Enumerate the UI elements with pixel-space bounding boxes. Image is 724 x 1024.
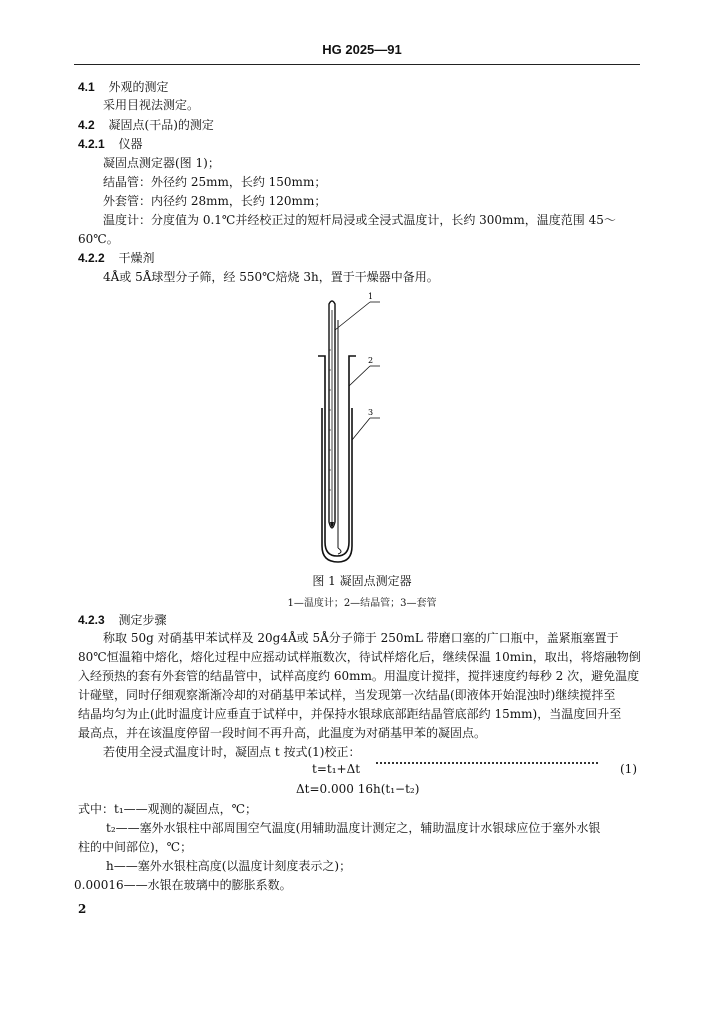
equation-1: t=t₁+Δt bbox=[312, 762, 361, 776]
equation-1-number: (1) bbox=[620, 762, 637, 776]
section-4-2-2-title: 干燥剂 bbox=[118, 251, 155, 265]
figure-label-3: 3 bbox=[368, 408, 374, 417]
procedure-line-5: 结晶均匀为止(此时温度计应垂直于试样中，并保持水银球底部距结晶管底部约 15mm)，当温度回升至 bbox=[78, 707, 622, 721]
section-4-2-3-number: 4.2.3 bbox=[78, 613, 105, 627]
section-4-1-heading bbox=[78, 79, 169, 95]
where-line-2: t₂——塞外水银柱中部周围空气温度(用辅助温度计测定之，辅助温度计水银球应位于塞外水银 bbox=[106, 821, 601, 835]
section-4-1-body: 采用目视法测定。 bbox=[103, 98, 200, 112]
apparatus-line-4: 温度计：分度值为 0.1℃并经校正过的短杆局浸或全浸式温度计，长约 300mm，温度范围 45～ bbox=[103, 213, 616, 227]
section-4-2-number: 4.2 bbox=[78, 118, 95, 132]
apparatus-line-4-cont: 60℃。 bbox=[78, 232, 119, 246]
section-4-2-1-number: 4.2.1 bbox=[78, 137, 105, 151]
header-rule bbox=[74, 64, 640, 65]
section-4-2-1-title: 仪器 bbox=[118, 137, 143, 151]
freezing-point-apparatus-figure bbox=[300, 290, 410, 568]
equation-1-leader-dots bbox=[376, 762, 598, 764]
section-4-2-2-heading bbox=[78, 250, 155, 266]
apparatus-line-2: 结晶管：外径约 25mm，长约 150mm； bbox=[103, 175, 327, 189]
section-4-2-3-title: 测定步骤 bbox=[118, 613, 167, 627]
where-line-3: h——塞外水银柱高度(以温度计刻度表示之)； bbox=[106, 859, 352, 873]
procedure-line-6: 最高点，并在该温度停留一段时间不再升高，此温度为对硝基甲苯的凝固点。 bbox=[78, 726, 487, 740]
procedure-line-1: 称取 50g 对硝基甲苯试样及 20g4Å或 5Å分子筛于 250mL 带磨口塞的广口瓶中，盖紧瓶塞置于 bbox=[103, 631, 619, 645]
procedure-line-3: 入经预热的套有外套管的结晶管中，试样高度约 60mm。用温度计搅拌，搅拌速度约每秒 2 次，避免温度 bbox=[78, 669, 640, 683]
figure-legend: 1—温度计；2—结晶管；3—套管 bbox=[287, 598, 437, 609]
section-4-1-title: 外观的测定 bbox=[108, 80, 169, 94]
section-4-2-3-heading bbox=[78, 612, 167, 628]
where-line-2-cont: 柱的中间部位)，℃； bbox=[78, 840, 193, 854]
where-line-1: 式中：t₁——观测的凝固点，℃； bbox=[78, 802, 258, 816]
header-code: HG 2025—91 bbox=[322, 42, 402, 57]
section-4-2-heading bbox=[78, 117, 214, 133]
equation-2: Δt=0.000 16h(t₁−t₂) bbox=[296, 782, 420, 796]
outer-jacket-tube bbox=[322, 408, 352, 562]
figure-caption: 图 1 凝固点测定器 bbox=[312, 574, 412, 588]
section-4-2-title: 凝固点(干品)的测定 bbox=[108, 118, 214, 132]
figure-label-2: 2 bbox=[368, 356, 374, 365]
section-4-2-2-number: 4.2.2 bbox=[78, 251, 105, 265]
desiccant-body: 4Å或 5Å球型分子筛，经 550℃焙烧 3h，置于干燥器中备用。 bbox=[103, 270, 439, 284]
apparatus-line-1: 凝固点测定器(图 1)； bbox=[103, 156, 220, 170]
page-number: 2 bbox=[78, 902, 87, 916]
figure-label-1: 1 bbox=[368, 292, 374, 301]
apparatus-line-3: 外套管：内径约 28mm，长约 120mm； bbox=[103, 194, 327, 208]
procedure-line-4: 计碰壁，同时仔细观察渐渐冷却的对硝基甲苯试样，当发现第一次结晶(即液体开始混浊时)继续搅拌至 bbox=[78, 688, 616, 702]
procedure-line-7: 若使用全浸式温度计时，凝固点 t 按式(1)校正： bbox=[103, 745, 361, 759]
section-4-2-1-heading bbox=[78, 136, 143, 152]
procedure-line-2: 80℃恒温箱中熔化，熔化过程中应摇动试样瓶数次，待试样熔化后，继续保温 10min，取出，将熔融物倒 bbox=[78, 650, 641, 664]
section-4-1-number: 4.1 bbox=[78, 80, 95, 94]
crystallization-tube bbox=[318, 356, 356, 556]
where-line-4: 0.00016——水银在玻璃中的膨胀系数。 bbox=[74, 878, 292, 892]
